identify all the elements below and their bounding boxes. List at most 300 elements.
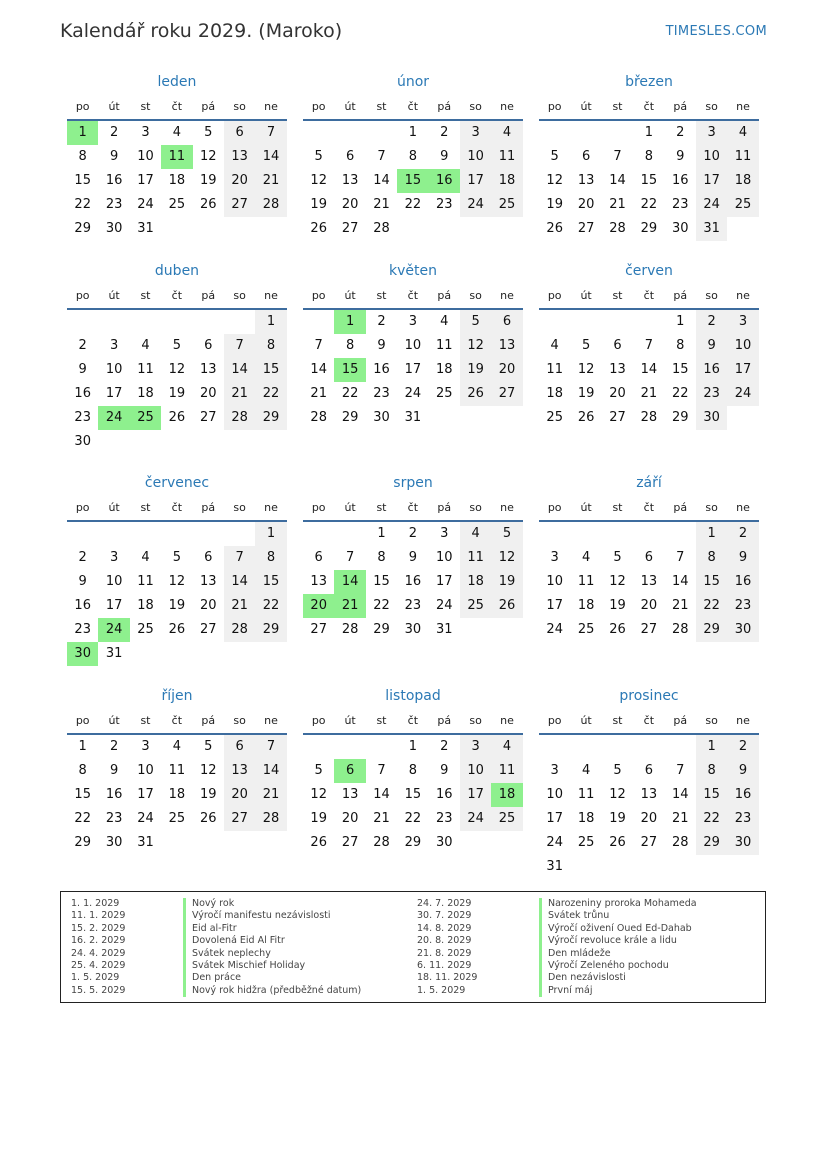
day-cell: 2 xyxy=(696,310,727,334)
day-cell: 17 xyxy=(105,386,123,401)
day-cell: 24 xyxy=(546,622,563,637)
day-cell: 29 xyxy=(696,618,727,642)
day-cell: 16 xyxy=(105,787,123,802)
day-cell: 22 xyxy=(671,386,689,401)
legend-date: 30. 7. 2029 xyxy=(417,910,472,922)
day-cell: 23 xyxy=(74,622,91,637)
day-cell: 17 xyxy=(435,574,453,589)
day-cell: 21 xyxy=(373,197,390,212)
weekday-label: so xyxy=(233,100,246,113)
weekday-label: ne xyxy=(500,100,514,113)
day-cell: 14 xyxy=(373,173,390,188)
day-cell: 24 xyxy=(137,197,154,212)
weekday-label: čt xyxy=(643,289,655,302)
day-cell: 19 xyxy=(609,811,626,826)
day-cell: 23 xyxy=(105,811,123,826)
weekday-label: po xyxy=(311,289,326,302)
day-cell: 4 xyxy=(141,338,150,353)
legend-date: 15. 2. 2029 xyxy=(71,922,126,934)
day-cell: 15 xyxy=(696,783,727,807)
empty-cell xyxy=(539,121,570,145)
day-cell: 6 xyxy=(224,121,255,145)
week-row xyxy=(303,522,523,546)
day-cell: 28 xyxy=(373,835,390,850)
day-cell: 2 xyxy=(408,526,417,541)
day-cell: 22 xyxy=(404,197,422,212)
day-cell: 19 xyxy=(168,386,186,401)
weekday-label: po xyxy=(547,714,562,727)
day-cell: 18 xyxy=(727,169,758,193)
day-cell: 1 xyxy=(676,314,685,329)
week-row xyxy=(539,831,759,855)
day-cell: 15 xyxy=(696,570,727,594)
week-row xyxy=(539,594,759,618)
week-row xyxy=(67,642,287,666)
day-cell: 9 xyxy=(78,362,87,377)
day-cell: 13 xyxy=(491,334,522,358)
empty-cell xyxy=(161,310,192,334)
weekday-label: po xyxy=(75,714,90,727)
weekday-label: st xyxy=(376,289,387,302)
legend-holiday-name: Výročí oživení Oued Ed-Dahab xyxy=(539,923,692,935)
legend-dates-col-2 xyxy=(417,898,477,997)
weekday-label: út xyxy=(344,714,356,727)
day-cell: 28 xyxy=(640,410,658,425)
legend-date: 11. 1. 2029 xyxy=(71,910,126,922)
week-row xyxy=(67,169,287,193)
weekday-header xyxy=(303,709,523,735)
day-cell: 6 xyxy=(204,550,213,565)
day-cell: 16 xyxy=(74,598,91,613)
day-cell: 24 xyxy=(404,386,422,401)
day-cell: 2 xyxy=(676,125,685,140)
holiday-day-cell: 24 xyxy=(98,406,129,430)
holiday-day-cell: 11 xyxy=(161,145,192,169)
empty-cell xyxy=(98,310,129,334)
legend-date: 15. 5. 2029 xyxy=(71,984,126,996)
day-cell: 21 xyxy=(255,783,286,807)
day-cell: 26 xyxy=(609,835,626,850)
empty-cell xyxy=(130,522,161,546)
day-cell: 7 xyxy=(345,550,355,565)
month-2 xyxy=(303,72,523,241)
weekday-label: so xyxy=(705,501,718,514)
weekday-label: pá xyxy=(673,100,688,113)
day-cell: 30 xyxy=(74,434,91,449)
weekday-label: ne xyxy=(500,714,514,727)
day-cell: 6 xyxy=(644,550,653,565)
weekday-label: čt xyxy=(643,714,655,727)
weekday-label: po xyxy=(75,289,90,302)
day-cell: 29 xyxy=(696,831,727,855)
week-row xyxy=(67,735,287,759)
weekday-label: ne xyxy=(736,501,750,514)
empty-cell xyxy=(570,121,601,145)
weekday-label: so xyxy=(233,714,246,727)
day-cell: 27 xyxy=(491,382,522,406)
day-cell: 3 xyxy=(460,735,491,759)
day-cell: 11 xyxy=(435,338,453,353)
day-cell: 28 xyxy=(255,807,286,831)
day-cell: 10 xyxy=(404,338,422,353)
holiday-day-cell: 24 xyxy=(98,618,129,642)
day-cell: 21 xyxy=(640,386,658,401)
day-cell: 24 xyxy=(435,598,453,613)
weekday-label: st xyxy=(612,100,623,113)
day-cell: 16 xyxy=(74,386,91,401)
day-cell: 22 xyxy=(404,811,422,826)
legend-date: 18. 11. 2029 xyxy=(417,972,478,984)
day-cell: 23 xyxy=(404,598,422,613)
legend-date: 1. 5. 2029 xyxy=(417,984,466,996)
day-cell: 30 xyxy=(671,221,689,236)
day-cell: 31 xyxy=(404,410,422,425)
empty-cell xyxy=(130,310,161,334)
week-row xyxy=(67,594,287,618)
day-cell: 13 xyxy=(310,574,327,589)
day-cell: 24 xyxy=(460,193,491,217)
weekday-label: čt xyxy=(407,100,419,113)
day-cell: 14 xyxy=(224,570,255,594)
day-cell: 20 xyxy=(341,811,359,826)
day-cell: 30 xyxy=(105,835,123,850)
day-cell: 20 xyxy=(640,598,658,613)
day-cell: 13 xyxy=(640,787,658,802)
day-cell: 9 xyxy=(78,574,87,589)
day-cell: 18 xyxy=(168,173,186,188)
day-cell: 22 xyxy=(696,594,727,618)
week-row xyxy=(303,193,523,217)
weekday-label: pá xyxy=(673,289,688,302)
month-7 xyxy=(67,473,287,666)
day-cell: 10 xyxy=(105,574,123,589)
weekday-label: pá xyxy=(201,501,216,514)
empty-cell xyxy=(366,735,397,759)
weekday-label: po xyxy=(75,100,90,113)
day-cell: 13 xyxy=(341,787,359,802)
day-cell: 3 xyxy=(408,314,417,329)
month-days xyxy=(67,310,287,454)
holiday-day-cell: 30 xyxy=(67,642,98,666)
day-cell: 23 xyxy=(727,594,758,618)
day-cell: 30 xyxy=(696,406,727,430)
weekday-label: so xyxy=(705,714,718,727)
day-cell: 18 xyxy=(491,169,522,193)
day-cell: 5 xyxy=(613,550,622,565)
day-cell: 21 xyxy=(671,598,689,613)
day-cell: 25 xyxy=(491,193,522,217)
empty-cell xyxy=(602,522,633,546)
day-cell: 2 xyxy=(377,314,386,329)
month-name: duben xyxy=(154,263,200,279)
day-cell: 4 xyxy=(440,314,449,329)
day-cell: 12 xyxy=(168,362,186,377)
weekday-label: ne xyxy=(500,501,514,514)
weekday-label: čt xyxy=(171,501,183,514)
day-cell: 21 xyxy=(255,169,286,193)
day-cell: 18 xyxy=(168,787,186,802)
weekday-label: út xyxy=(108,100,120,113)
weekday-label: ne xyxy=(736,289,750,302)
day-cell: 5 xyxy=(314,763,323,778)
day-cell: 17 xyxy=(137,173,154,188)
weekday-label: po xyxy=(547,501,562,514)
day-cell: 11 xyxy=(137,362,154,377)
empty-cell xyxy=(633,310,664,334)
day-cell: 16 xyxy=(696,358,727,382)
weekday-label: čt xyxy=(171,289,183,302)
day-cell: 6 xyxy=(204,338,213,353)
weekday-label: ne xyxy=(736,100,750,113)
weekday-label: po xyxy=(311,714,326,727)
weekday-header xyxy=(67,496,287,522)
day-cell: 29 xyxy=(74,835,91,850)
weekday-label: so xyxy=(469,289,482,302)
day-cell: 9 xyxy=(727,759,758,783)
day-cell: 10 xyxy=(546,787,563,802)
day-cell: 10 xyxy=(460,145,491,169)
week-row xyxy=(539,759,759,783)
day-cell: 26 xyxy=(460,382,491,406)
day-cell: 10 xyxy=(546,574,563,589)
day-cell: 4 xyxy=(581,763,591,778)
day-cell: 22 xyxy=(255,594,286,618)
day-cell: 14 xyxy=(373,787,390,802)
day-cell: 23 xyxy=(727,807,758,831)
day-cell: 15 xyxy=(74,787,91,802)
day-cell: 5 xyxy=(613,763,622,778)
empty-cell xyxy=(570,310,601,334)
day-cell: 16 xyxy=(105,173,123,188)
day-cell: 6 xyxy=(613,338,622,353)
weekday-header xyxy=(539,496,759,522)
day-cell: 8 xyxy=(408,763,417,778)
empty-cell xyxy=(539,735,570,759)
week-row xyxy=(539,618,759,642)
empty-cell xyxy=(303,522,334,546)
day-cell: 2 xyxy=(727,735,758,759)
legend-holiday-name: Den nezávislosti xyxy=(539,972,626,984)
day-cell: 11 xyxy=(727,145,758,169)
day-cell: 23 xyxy=(435,197,453,212)
empty-cell xyxy=(334,522,365,546)
day-cell: 1 xyxy=(408,125,417,140)
month-days xyxy=(67,522,287,666)
month-name: srpen xyxy=(393,475,433,491)
weekday-label: čt xyxy=(171,100,183,113)
empty-cell xyxy=(303,735,334,759)
empty-cell xyxy=(602,735,633,759)
legend-dates-col-1 xyxy=(71,898,125,997)
month-days xyxy=(539,310,759,430)
day-cell: 6 xyxy=(581,149,591,164)
day-cell: 5 xyxy=(204,739,213,754)
day-cell: 27 xyxy=(609,410,626,425)
day-cell: 21 xyxy=(224,382,255,406)
day-cell: 11 xyxy=(460,546,491,570)
weekday-label: so xyxy=(233,289,246,302)
day-cell: 10 xyxy=(435,550,453,565)
day-cell: 26 xyxy=(199,811,217,826)
weekday-label: ne xyxy=(264,100,278,113)
legend-date: 21. 8. 2029 xyxy=(417,947,472,959)
day-cell: 23 xyxy=(696,382,727,406)
holiday-day-cell: 14 xyxy=(334,570,365,594)
week-row xyxy=(539,193,759,217)
week-row xyxy=(67,334,287,358)
day-cell: 17 xyxy=(105,598,123,613)
day-cell: 12 xyxy=(199,763,217,778)
day-cell: 14 xyxy=(224,358,255,382)
holiday-day-cell: 21 xyxy=(334,594,365,618)
week-row xyxy=(303,546,523,570)
week-row xyxy=(67,759,287,783)
day-cell: 14 xyxy=(671,574,689,589)
day-cell: 9 xyxy=(440,149,449,164)
day-cell: 13 xyxy=(577,173,595,188)
month-1 xyxy=(67,72,287,241)
day-cell: 16 xyxy=(727,783,758,807)
weekday-label: st xyxy=(140,714,151,727)
day-cell: 6 xyxy=(345,149,355,164)
weekday-label: so xyxy=(233,501,246,514)
legend-holiday-name: Nový rok hidžra (předběžné datum) xyxy=(183,985,361,997)
empty-cell xyxy=(570,735,601,759)
empty-cell xyxy=(665,522,696,546)
day-cell: 29 xyxy=(671,410,689,425)
day-cell: 26 xyxy=(491,594,522,618)
day-cell: 13 xyxy=(224,759,255,783)
day-cell: 7 xyxy=(255,121,286,145)
legend-holiday-name: Dovolená Eid Al Fitr xyxy=(183,935,285,947)
day-cell: 7 xyxy=(377,763,386,778)
weekday-label: pá xyxy=(673,501,688,514)
day-cell: 27 xyxy=(341,221,359,236)
day-cell: 15 xyxy=(404,787,422,802)
weekday-header xyxy=(67,95,287,121)
weekday-header xyxy=(303,496,523,522)
day-cell: 22 xyxy=(255,382,286,406)
legend-date: 20. 8. 2029 xyxy=(417,935,472,947)
week-row xyxy=(303,570,523,594)
day-cell: 3 xyxy=(550,550,559,565)
weekday-label: út xyxy=(580,714,592,727)
week-row xyxy=(303,759,523,783)
day-cell: 9 xyxy=(377,338,386,353)
day-cell: 8 xyxy=(78,763,87,778)
week-row xyxy=(303,169,523,193)
weekday-label: po xyxy=(75,501,90,514)
day-cell: 28 xyxy=(255,193,286,217)
day-cell: 8 xyxy=(676,338,685,353)
legend-date: 24. 4. 2029 xyxy=(71,947,126,959)
day-cell: 3 xyxy=(696,121,727,145)
week-row xyxy=(539,735,759,759)
holiday-day-cell: 25 xyxy=(130,406,161,430)
day-cell: 10 xyxy=(137,763,154,778)
day-cell: 24 xyxy=(546,835,563,850)
month-5 xyxy=(303,261,523,430)
week-row xyxy=(303,783,523,807)
day-cell: 20 xyxy=(199,386,217,401)
day-cell: 15 xyxy=(255,358,286,382)
day-cell: 7 xyxy=(255,735,286,759)
holiday-day-cell: 16 xyxy=(429,169,460,193)
month-8 xyxy=(303,473,523,642)
day-cell: 3 xyxy=(109,550,119,565)
day-cell: 22 xyxy=(74,811,91,826)
day-cell: 1 xyxy=(696,522,727,546)
day-cell: 9 xyxy=(696,334,727,358)
day-cell: 19 xyxy=(546,197,563,212)
week-row xyxy=(539,121,759,145)
day-cell: 20 xyxy=(609,386,626,401)
site-link[interactable]: TIMESLES.COM xyxy=(665,24,767,39)
day-cell: 17 xyxy=(404,362,422,377)
day-cell: 29 xyxy=(640,221,658,236)
day-cell: 26 xyxy=(577,410,595,425)
week-row xyxy=(539,334,759,358)
legend-date: 14. 8. 2029 xyxy=(417,922,472,934)
day-cell: 3 xyxy=(109,338,119,353)
legend-date: 16. 2. 2029 xyxy=(71,935,126,947)
day-cell: 19 xyxy=(199,173,217,188)
month-days xyxy=(303,522,523,642)
weekday-label: út xyxy=(108,289,120,302)
day-cell: 14 xyxy=(255,759,286,783)
week-row xyxy=(303,358,523,382)
weekday-label: so xyxy=(469,100,482,113)
day-cell: 25 xyxy=(168,811,186,826)
day-cell: 2 xyxy=(727,522,758,546)
empty-cell xyxy=(161,522,192,546)
day-cell: 18 xyxy=(546,386,563,401)
month-days xyxy=(539,121,759,241)
weekday-header xyxy=(67,709,287,735)
legend-holiday-name: První máj xyxy=(539,985,593,997)
week-row xyxy=(303,334,523,358)
day-cell: 23 xyxy=(74,410,91,425)
week-row xyxy=(539,382,759,406)
day-cell: 5 xyxy=(460,310,491,334)
day-cell: 9 xyxy=(408,550,417,565)
day-cell: 28 xyxy=(671,622,689,637)
day-cell: 5 xyxy=(204,125,213,140)
month-12 xyxy=(539,686,759,879)
month-6 xyxy=(539,261,759,430)
day-cell: 2 xyxy=(78,550,87,565)
month-days xyxy=(303,310,523,430)
day-cell: 2 xyxy=(109,125,119,140)
month-name: prosinec xyxy=(619,688,679,704)
day-cell: 12 xyxy=(546,173,563,188)
day-cell: 27 xyxy=(224,807,255,831)
legend-date: 1. 1. 2029 xyxy=(71,898,120,909)
month-name: červen xyxy=(625,263,673,279)
weekday-label: út xyxy=(344,501,356,514)
day-cell: 4 xyxy=(141,550,150,565)
day-cell: 3 xyxy=(550,763,559,778)
day-cell: 28 xyxy=(224,406,255,430)
day-cell: 13 xyxy=(199,574,217,589)
week-row xyxy=(539,358,759,382)
day-cell: 26 xyxy=(168,622,186,637)
day-cell: 2 xyxy=(440,739,449,754)
day-cell: 22 xyxy=(373,598,390,613)
day-cell: 25 xyxy=(168,197,186,212)
day-cell: 10 xyxy=(727,334,758,358)
day-cell: 4 xyxy=(460,522,491,546)
